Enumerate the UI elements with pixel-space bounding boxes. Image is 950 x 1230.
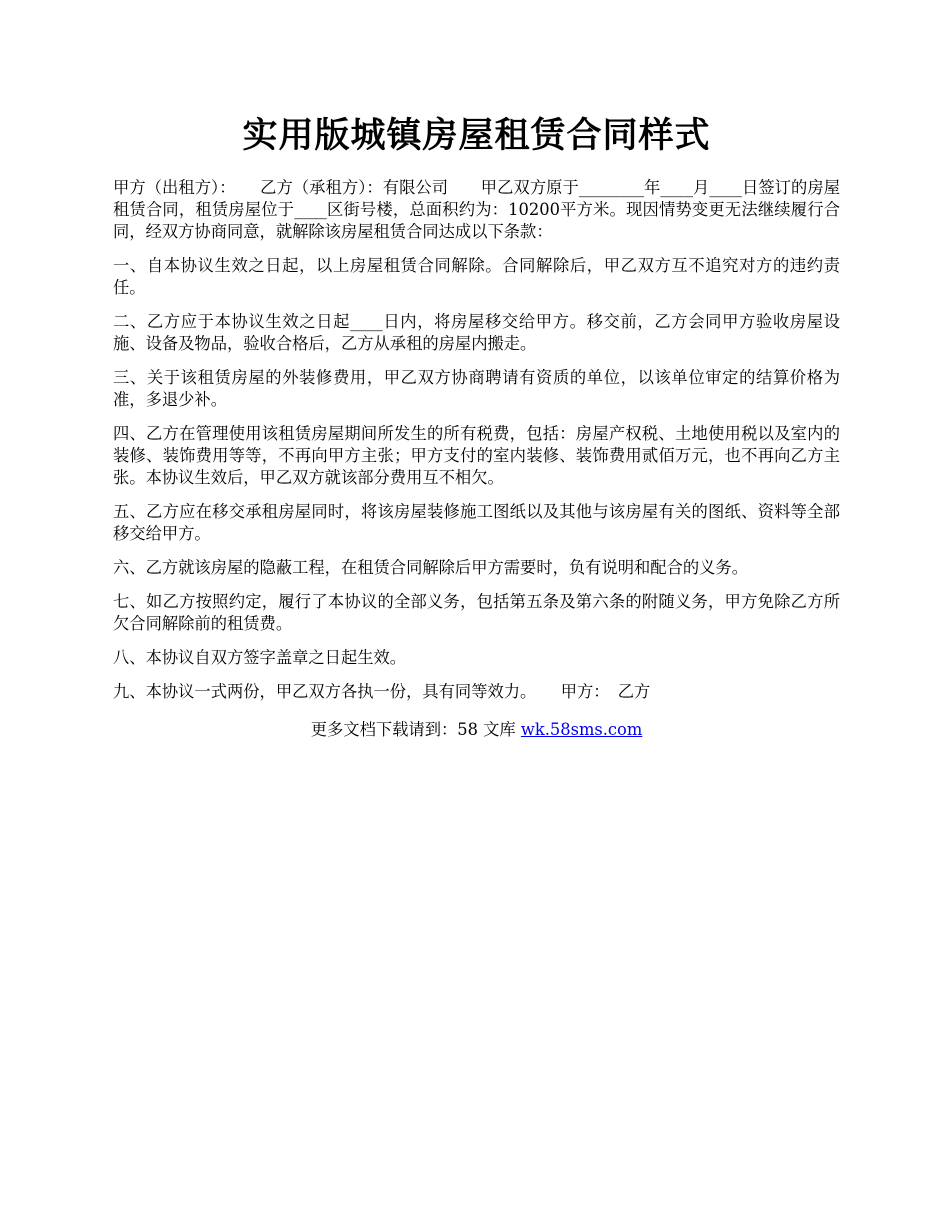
clause-8: 八、本协议自双方签字盖章之日起生效。 (113, 648, 407, 667)
intro-paragraph: 甲方（出租方）： 乙方（承租方）：有限公司 甲乙双方原于________年____月____日签订的房屋租赁合同，租赁房屋位于____区街号楼，总面积约为：10200平方米。现因情势变更无法继续履行合同，经双方协商同意，就解除该房屋租赁合同达成以下条款： (113, 178, 840, 241)
clause-1: 一、自本协议生效之日起，以上房屋租赁合同解除。合同解除后，甲乙双方互不追究对方的违约责任。 (113, 256, 840, 297)
clause-5: 五、乙方应在移交承租房屋同时，将该房屋装修施工图纸以及其他与该房屋有关的图纸、资料等全部移交给甲方。 (113, 502, 840, 543)
clause-7: 七、如乙方按照约定，履行了本协议的全部义务，包括第五条及第六条的附随义务，甲方免除乙方所欠合同解除前的租赁费。 (113, 592, 840, 633)
document-title: 实用版城镇房屋租赁合同样式 (242, 115, 711, 156)
clause-2: 二、乙方应于本协议生效之日起____日内，将房屋移交给甲方。移交前，乙方会同甲方验收房屋设施、设备及物品，验收合格后，乙方从承租的房屋内搬走。 (113, 312, 840, 353)
clause-6: 六、乙方就该房屋的隐蔽工程，在租赁合同解除后甲方需要时，负有说明和配合的义务。 (113, 558, 748, 577)
clause-3: 三、关于该租赁房屋的外装修费用，甲乙双方协商聘请有资质的单位，以该单位审定的结算价格为准，多退少补。 (113, 368, 840, 409)
footer-text: 更多文档下载请到：58 文库 (310, 720, 521, 739)
document-page (113, 112, 840, 741)
clause-9: 九、本协议一式两份，甲乙双方各执一份，具有同等效力。 甲方： 乙方 (113, 682, 651, 701)
download-footer (113, 719, 840, 741)
clause-4: 四、乙方在管理使用该租赁房屋期间所发生的所有税费，包括：房屋产权税、土地使用税以及室内的装修、装饰费用等等，不再向甲方主张；甲方支付的室内装修、装饰费用贰佰万元，也不再向乙方主张。本协议生效后，甲乙双方就该部分费用互不相欠。 (113, 424, 840, 487)
footer-link[interactable]: wk.58sms.com (520, 720, 643, 739)
